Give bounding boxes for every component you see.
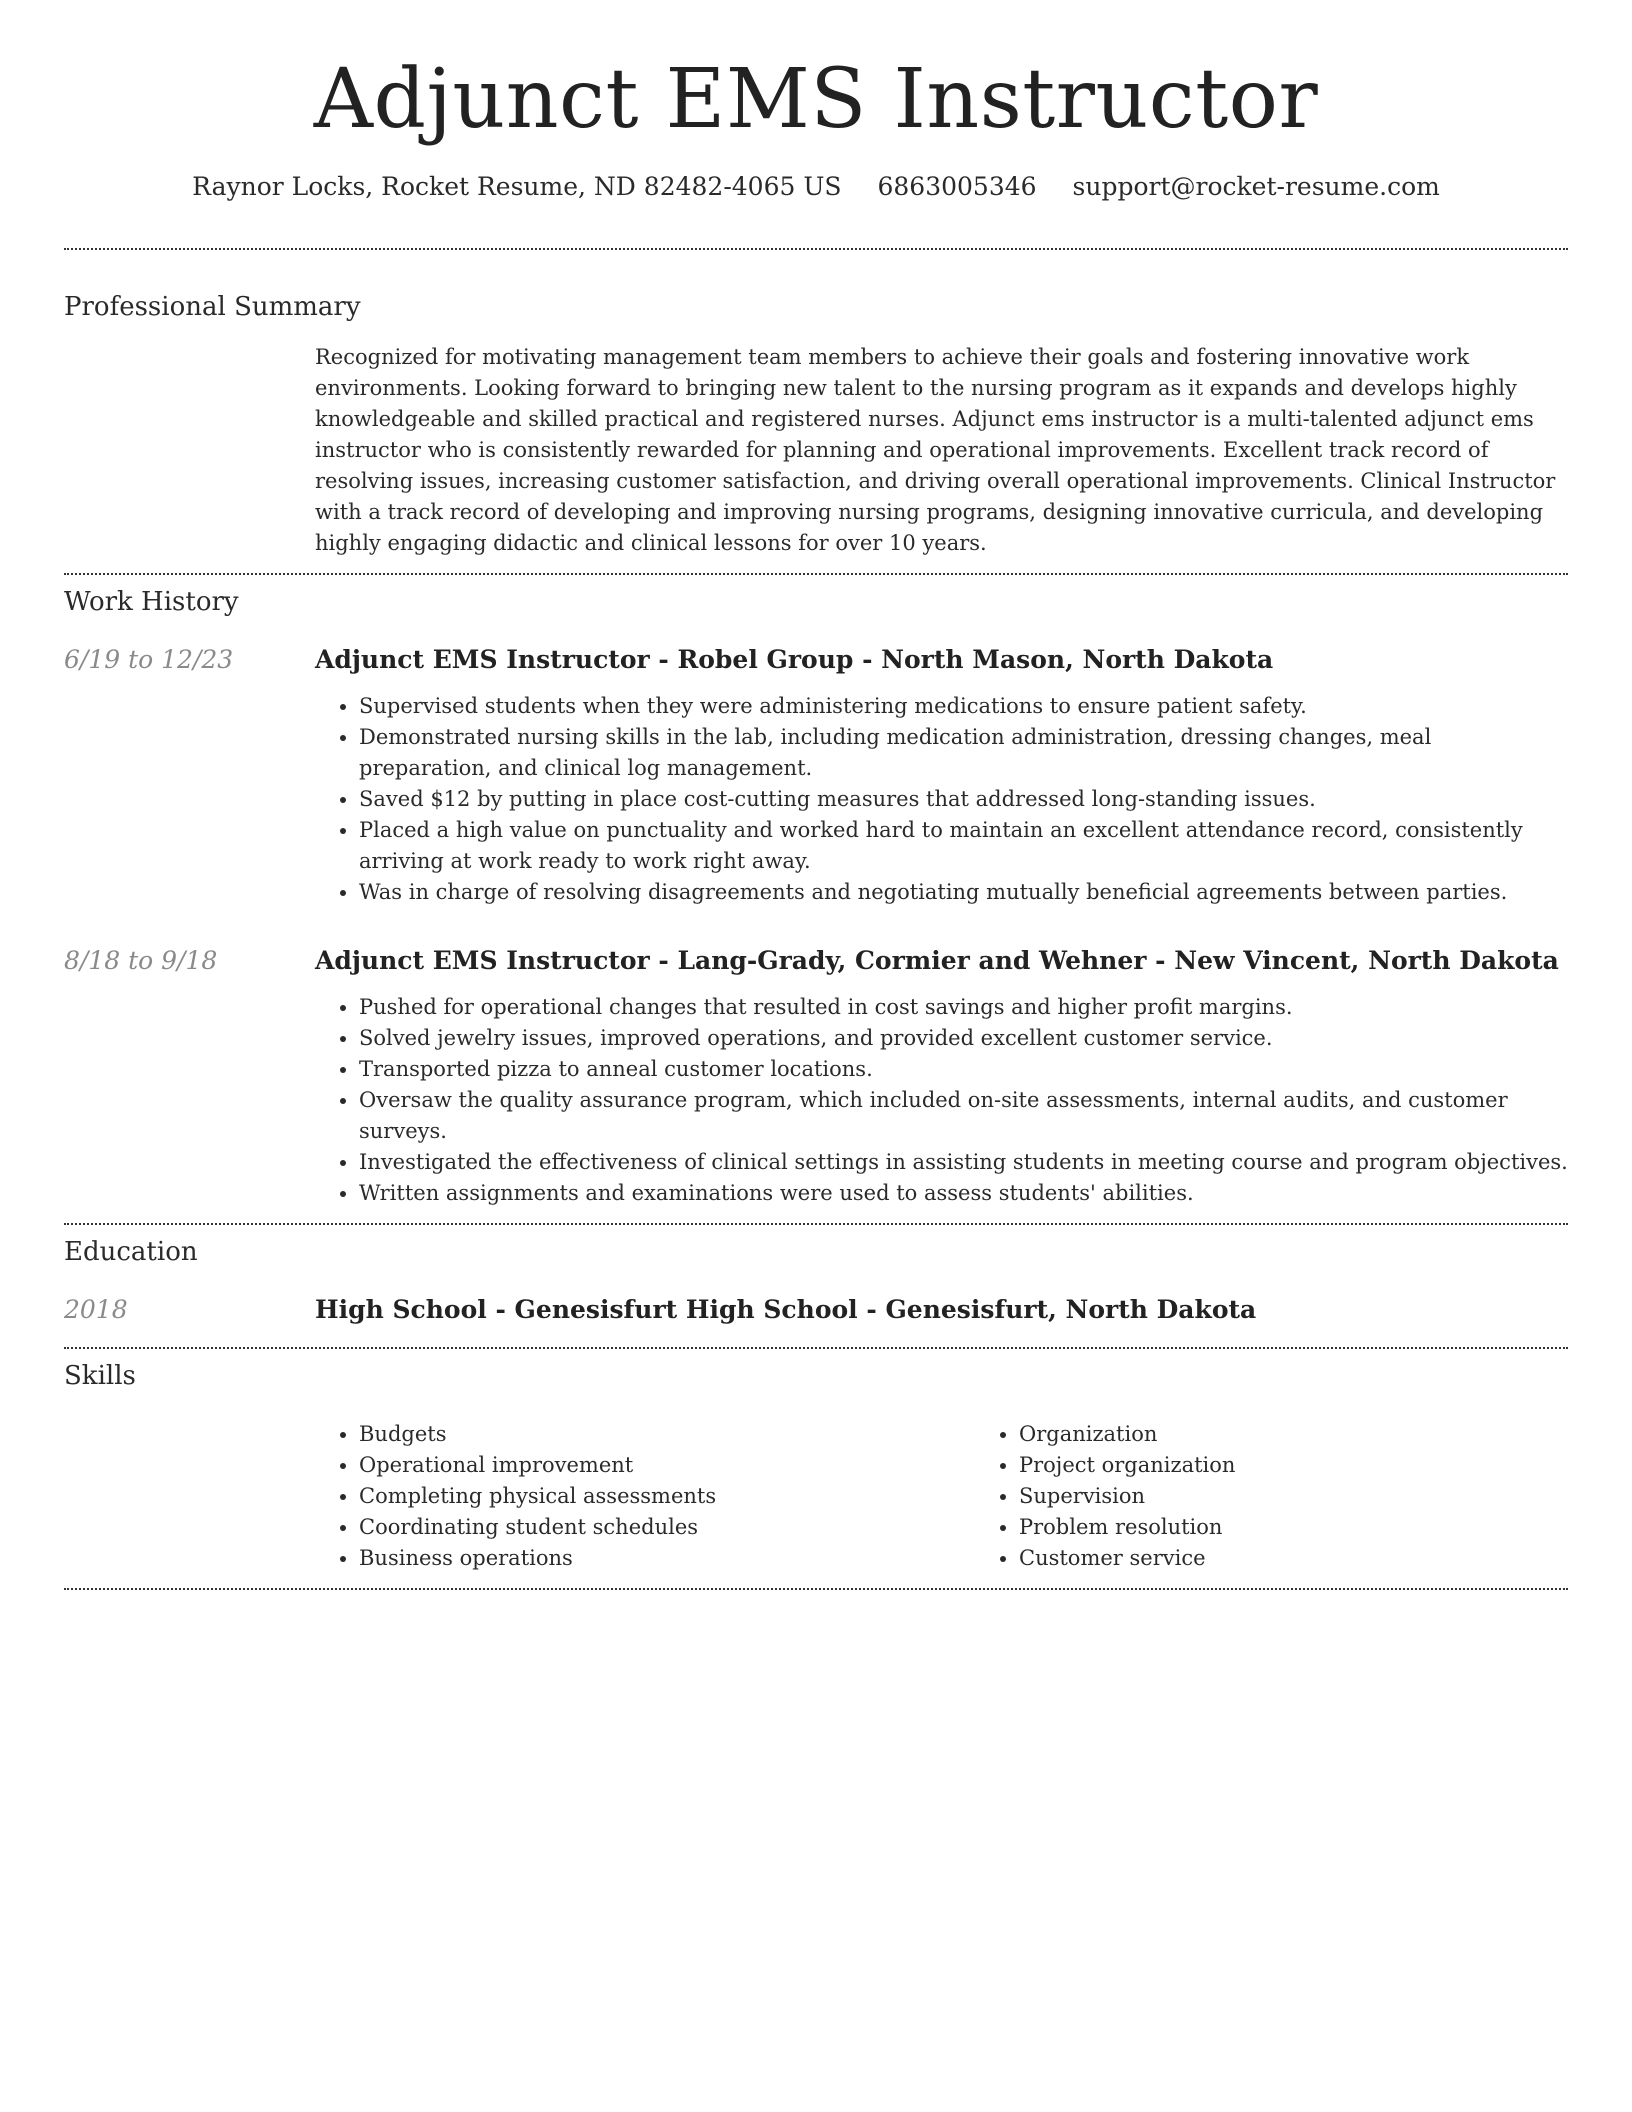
- list-item: • Written assignments and examinations were used to assess students' abilities.: [359, 1178, 1568, 1209]
- section-title: Work History: [64, 587, 239, 617]
- list-item: • Completing physical assessments: [359, 1481, 975, 1512]
- list-item: • Operational improvement: [359, 1450, 975, 1481]
- list-item: • Problem resolution: [1019, 1512, 1632, 1543]
- list-item: • Business operations: [359, 1543, 975, 1574]
- education-entry: [64, 1293, 1568, 1327]
- job-dates: 8/18 to 9/18: [64, 946, 218, 975]
- list-item: • Customer service: [1019, 1543, 1632, 1574]
- list-item: • Demonstrated nursing skills in the lab, including medication administration, dressing changes, meal preparation, and clinical log management.: [359, 722, 1568, 784]
- list-item: • Saved $12 by putting in place cost-cutting measures that addressed long-standing issues.: [359, 784, 1568, 815]
- list-item: • Was in charge of resolving disagreements and negotiating mutually beneficial agreements between parties.: [359, 877, 1568, 908]
- job-dates: 6/19 to 12/23: [64, 645, 234, 674]
- section-work-history: [64, 575, 1568, 1209]
- list-item: • Supervised students when they were administering medications to ensure patient safety.: [359, 691, 1568, 722]
- job-entry: [64, 944, 1568, 1209]
- section-title: Professional Summary: [64, 292, 361, 322]
- skills-columns: [315, 1419, 1632, 1574]
- education-year: 2018: [64, 1295, 128, 1324]
- resume-header: [64, 0, 1568, 204]
- job-bullets: [315, 691, 1568, 908]
- section-summary: [64, 250, 1568, 559]
- list-item: • Budgets: [359, 1419, 975, 1450]
- skills-spacer: [64, 1419, 315, 1574]
- contact-address: Raynor Locks, Rocket Resume, ND 82482-4065 US: [192, 172, 842, 201]
- section-education: [64, 1225, 1568, 1327]
- list-item: • Placed a high value on punctuality and worked hard to maintain an excellent attendance record, consistently arriving at work ready to work right away.: [359, 815, 1568, 877]
- list-item: • Pushed for operational changes that resulted in cost savings and higher profit margins.: [359, 992, 1568, 1023]
- list-item: • Coordinating student schedules: [359, 1512, 975, 1543]
- skills-list-right: [975, 1419, 1632, 1574]
- job-heading: Adjunct EMS Instructor - Robel Group - North Mason, North Dakota: [315, 645, 1274, 674]
- divider: [64, 1588, 1568, 1590]
- list-item: • Supervision: [1019, 1481, 1632, 1512]
- job-entry: [64, 643, 1568, 908]
- contact-email: support@rocket-resume.com: [1072, 172, 1440, 201]
- resume-title: Adjunct EMS Instructor: [313, 52, 1319, 147]
- section-skills: [64, 1349, 1568, 1574]
- list-item: • Project organization: [1019, 1450, 1632, 1481]
- job-heading: Adjunct EMS Instructor - Lang-Grady, Cormier and Wehner - New Vincent, North Dakota: [315, 946, 1559, 975]
- skills-list-left: [315, 1419, 975, 1574]
- list-item: • Transported pizza to anneal customer locations.: [359, 1054, 1568, 1085]
- list-item: • Investigated the effectiveness of clinical settings in assisting students in meeting course and program objectives.: [359, 1147, 1568, 1178]
- contact-phone: 6863005346: [877, 172, 1037, 201]
- list-item: • Organization: [1019, 1419, 1632, 1450]
- list-item: • Oversaw the quality assurance program, which included on-site assessments, internal audits, and customer surveys.: [359, 1085, 1568, 1147]
- contact-line: [64, 170, 1568, 204]
- section-title: Skills: [64, 1361, 136, 1391]
- list-item: • Solved jewelry issues, improved operations, and provided excellent customer service.: [359, 1023, 1568, 1054]
- summary-spacer: [64, 342, 315, 559]
- section-title: Education: [64, 1237, 198, 1267]
- summary-text: Recognized for motivating management team members to achieve their goals and fostering innovative work environments. Looking forward to bringing new talent to the nursing program as it expands and develops highly knowledgeable and skilled practical and registered nurses. Adjunct ems instructor is a multi-talented adjunct ems instructor who is consistently rewarded for planning and operational improvements. Excellent track record of resolving issues, increasing customer satisfaction, and driving overall operational improvements. Clinical Instructor with a track record of developing and improving nursing programs, designing innovative curricula, and developing highly engaging didactic and clinical lessons for over 10 years.: [315, 345, 1556, 555]
- education-heading: High School - Genesisfurt High School - Genesisfurt, North Dakota: [315, 1295, 1257, 1324]
- job-bullets: [315, 992, 1568, 1209]
